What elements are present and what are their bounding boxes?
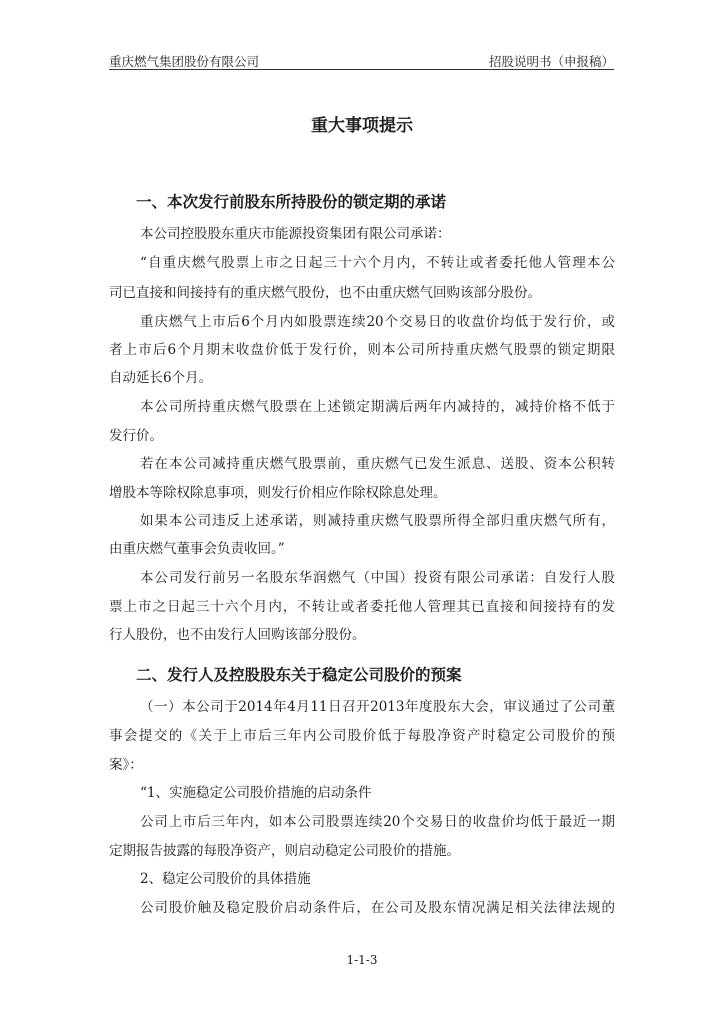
header-company-name: 重庆燃气集团股份有限公司 <box>109 54 260 69</box>
paragraph-line: 如果本公司违反上述承诺，则减持重庆燃气股票所得全部归重庆燃气所有， <box>140 513 615 529</box>
paragraph-line: 公司股价触及稳定股价启动条件后，在公司及股东情况满足相关法律法规的 <box>140 900 615 916</box>
paragraph-line: 自动延长6个月。 <box>109 370 213 386</box>
paragraph-line: 票上市之日起三十六个月内，不转让或者委托他人管理其已直接和间接持有的发 <box>109 599 615 615</box>
paragraph-line: 本公司发行前另一名股东华润燃气（中国）投资有限公司承诺：自发行人股 <box>140 570 615 586</box>
paragraph-line: 公司上市后三年内，如本公司股票连续20个交易日的收盘价均低于最近一期 <box>140 814 615 830</box>
paragraph-line: 司已直接和间接持有的重庆燃气股份，也不由重庆燃气回购该部分股份。 <box>109 285 541 301</box>
paragraph-line: 重庆燃气上市后6个月内如股票连续20个交易日的收盘价均低于发行价，或 <box>140 314 615 330</box>
paragraph-line: 发行价。 <box>109 428 163 444</box>
section-2-heading: 二、发行人及控股股东关于稳定公司股价的预案 <box>136 666 462 684</box>
page-title: 重大事项提示 <box>311 116 413 136</box>
header-divider <box>109 69 614 70</box>
paragraph-line: 事会提交的《关于上市后三年内公司股价低于每股净资产时稳定公司股价的预 <box>109 728 615 744</box>
paragraph-line: 定期报告披露的每股净资产，则启动稳定公司股价的措施。 <box>109 843 460 859</box>
paragraph-line: “自重庆燃气股票上市之日起三十六个月内，不转让或者委托他人管理本公 <box>140 255 615 271</box>
header-document-type: 招股说明书（申报稿） <box>488 54 614 69</box>
paragraph-line: 本公司控股股东重庆市能源投资集团有限公司承诺： <box>140 226 451 242</box>
paragraph-line: 增股本等除权除息事项，则发行价相应作除权除息处理。 <box>109 485 447 501</box>
paragraph-line: “1、实施稳定公司股价措施的启动条件 <box>140 785 372 801</box>
paragraph-line: 行人股份，也不由发行人回购该部分股份。 <box>109 627 366 643</box>
paragraph-line: 2、稳定公司股价的具体措施 <box>140 871 311 887</box>
section-1-heading: 一、本次发行前股东所持股份的锁定期的承诺 <box>136 193 447 211</box>
paragraph-line: 者上市后6个月期末收盘价低于发行价，则本公司所持重庆燃气股票的锁定期限 <box>109 342 615 358</box>
paragraph-line: 本公司所持重庆燃气股票在上述锁定期满后两年内减持的，减持价格不低于 <box>140 399 615 415</box>
page-header <box>109 52 614 70</box>
page-number: 1-1-3 <box>346 953 378 967</box>
paragraph-line: 若在本公司减持重庆燃气股票前，重庆燃气已发生派息、送股、资本公积转 <box>140 456 615 472</box>
paragraph-line: 由重庆燃气董事会负责收回。” <box>109 541 285 557</box>
paragraph-line: 案》： <box>109 757 143 773</box>
paragraph-line: （一）本公司于2014年4月11日召开2013年度股东大会，审议通过了公司董 <box>140 699 615 715</box>
